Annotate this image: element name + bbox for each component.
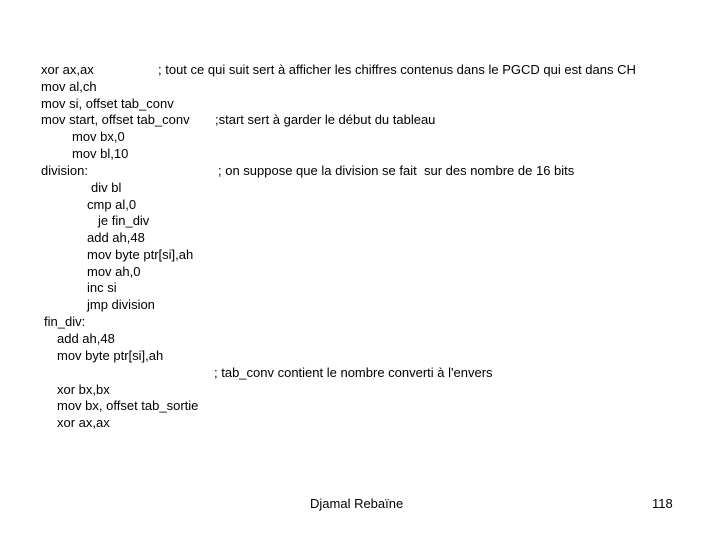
code-line: mov start, offset tab_conv bbox=[41, 112, 190, 127]
code-line: mov bl,10 bbox=[72, 146, 129, 161]
code-line: jmp division bbox=[87, 297, 155, 312]
code-line: mov si, offset tab_conv bbox=[41, 96, 174, 111]
code-line: mov al,ch bbox=[41, 79, 97, 94]
code-line: mov byte ptr[si],ah bbox=[57, 348, 164, 363]
code-line: add ah,48 bbox=[57, 331, 115, 346]
code-comment: ; on suppose que la division se fait sur des nombre de 16 bits bbox=[218, 163, 575, 178]
code-line: mov bx,0 bbox=[72, 129, 125, 144]
code-label: division: bbox=[41, 163, 88, 178]
code-comment: ; tab_conv contient le nombre converti à l'envers bbox=[214, 365, 493, 380]
code-line: xor ax,ax bbox=[41, 62, 94, 77]
code-line: xor ax,ax bbox=[57, 415, 110, 430]
footer-page-number: 118 bbox=[652, 496, 673, 511]
code-label: fin_div: bbox=[44, 314, 86, 329]
code-line: mov ah,0 bbox=[87, 264, 141, 279]
code-line: xor bx,bx bbox=[57, 382, 110, 397]
code-line: add ah,48 bbox=[87, 230, 145, 245]
code-line: inc si bbox=[87, 280, 117, 295]
code-line: je fin_div bbox=[98, 213, 150, 228]
code-comment: ;start sert à garder le début du tableau bbox=[215, 112, 436, 127]
code-line: cmp al,0 bbox=[87, 197, 137, 212]
code-comment: ; tout ce qui suit sert à afficher les chiffres contenus dans le PGCD qui est dans CH bbox=[158, 62, 636, 77]
footer-author: Djamal Rebaïne bbox=[310, 496, 404, 511]
code-line: mov byte ptr[si],ah bbox=[87, 247, 194, 262]
code-line: div bl bbox=[91, 180, 122, 195]
code-line: mov bx, offset tab_sortie bbox=[57, 398, 199, 413]
